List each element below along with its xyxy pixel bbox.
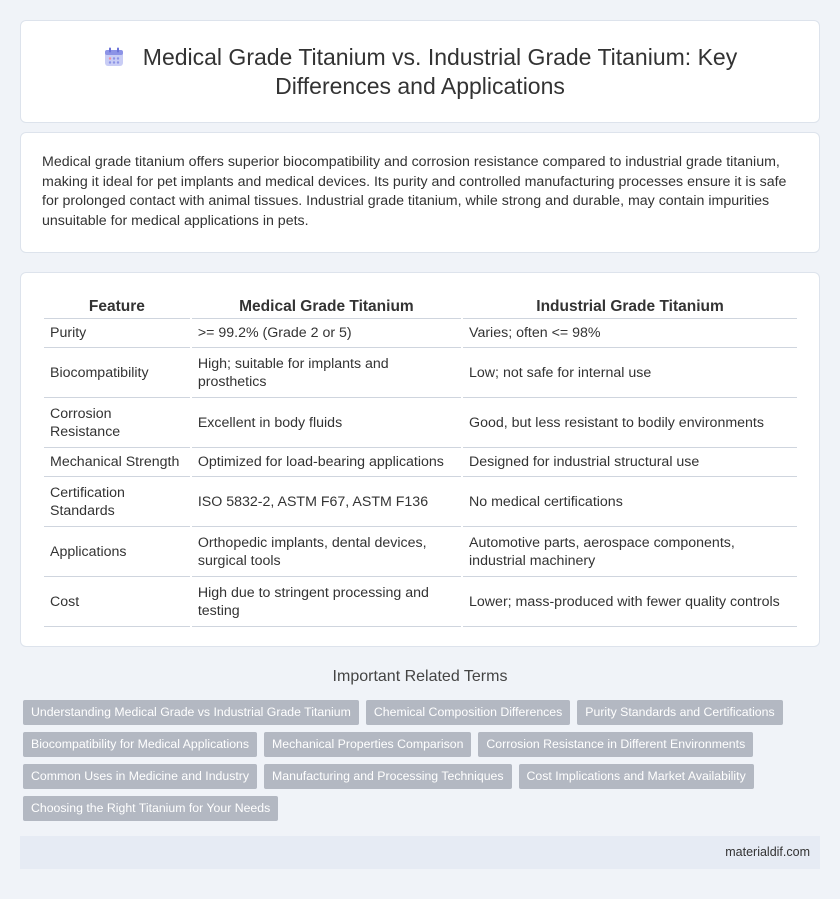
medical-cell: High; suitable for implants and prosthetics [192, 348, 461, 398]
table-row [44, 398, 797, 448]
summary-card [20, 132, 820, 253]
industrial-cell: Automotive parts, aerospace components, industrial machinery [463, 527, 797, 577]
feature-cell: Purity [44, 319, 190, 348]
related-term-tag[interactable]: Biocompatibility for Medical Applications [23, 732, 257, 757]
related-term-tag[interactable]: Mechanical Properties Comparison [264, 732, 471, 757]
table-header-row [44, 295, 797, 319]
related-term-tag[interactable]: Corrosion Resistance in Different Environments [478, 732, 753, 757]
table-row [44, 527, 797, 577]
summary-text: Medical grade titanium offers superior biocompatibility and corrosion resistance compared to industrial grade titanium, making it ideal for pet implants and medical devices. Its purity and controlled manufacturing processes ensure it is safe for prolonged contact with animal tissues. Industrial grade titanium, while strong and durable, may contain impurities unsuitable for medical applications in pets. [42, 154, 787, 229]
header-industrial: Industrial Grade Titanium [463, 295, 797, 319]
comparison-table [42, 295, 799, 627]
related-term-tag[interactable]: Manufacturing and Processing Techniques [264, 764, 512, 789]
feature-cell: Biocompatibility [44, 348, 190, 398]
header-medical: Medical Grade Titanium [192, 295, 461, 319]
footer [20, 836, 820, 869]
feature-cell: Corrosion Resistance [44, 398, 190, 448]
related-terms-heading: Important Related Terms [332, 668, 508, 685]
table-row [44, 477, 797, 527]
related-term-tag[interactable]: Cost Implications and Market Availability [519, 764, 754, 789]
feature-cell: Certification Standards [44, 477, 190, 527]
industrial-cell: Low; not safe for internal use [463, 348, 797, 398]
comparison-card [20, 272, 820, 647]
related-terms-list [23, 700, 813, 828]
page-title-wrap [21, 43, 819, 101]
table-row [44, 319, 797, 348]
calendar-icon [103, 46, 125, 68]
related-term-tag[interactable]: Understanding Medical Grade vs Industrial Grade Titanium [23, 700, 359, 725]
industrial-cell: Designed for industrial structural use [463, 448, 797, 477]
medical-cell: ISO 5832-2, ASTM F67, ASTM F136 [192, 477, 461, 527]
medical-cell: Orthopedic implants, dental devices, surgical tools [192, 527, 461, 577]
related-term-tag[interactable]: Purity Standards and Certifications [577, 700, 782, 725]
medical-cell: Optimized for load-bearing applications [192, 448, 461, 477]
header-feature: Feature [44, 295, 190, 319]
medical-cell: Excellent in body fluids [192, 398, 461, 448]
industrial-cell: Lower; mass-produced with fewer quality controls [463, 577, 797, 627]
medical-cell: >= 99.2% (Grade 2 or 5) [192, 319, 461, 348]
industrial-cell: No medical certifications [463, 477, 797, 527]
industrial-cell: Varies; often <= 98% [463, 319, 797, 348]
related-term-tag[interactable]: Common Uses in Medicine and Industry [23, 764, 257, 789]
title-card [20, 20, 820, 123]
industrial-cell: Good, but less resistant to bodily environments [463, 398, 797, 448]
feature-cell: Mechanical Strength [44, 448, 190, 477]
table-row [44, 577, 797, 627]
related-term-tag[interactable]: Choosing the Right Titanium for Your Needs [23, 796, 278, 821]
feature-cell: Cost [44, 577, 190, 627]
table-row [44, 348, 797, 398]
page-title: Medical Grade Titanium vs. Industrial Grade Titanium: Key Differences and Applications [142, 44, 738, 99]
footer-site-link[interactable]: materialdif.com [725, 845, 810, 859]
medical-cell: High due to stringent processing and testing [192, 577, 461, 627]
feature-cell: Applications [44, 527, 190, 577]
related-term-tag[interactable]: Chemical Composition Differences [366, 700, 570, 725]
table-row [44, 448, 797, 477]
